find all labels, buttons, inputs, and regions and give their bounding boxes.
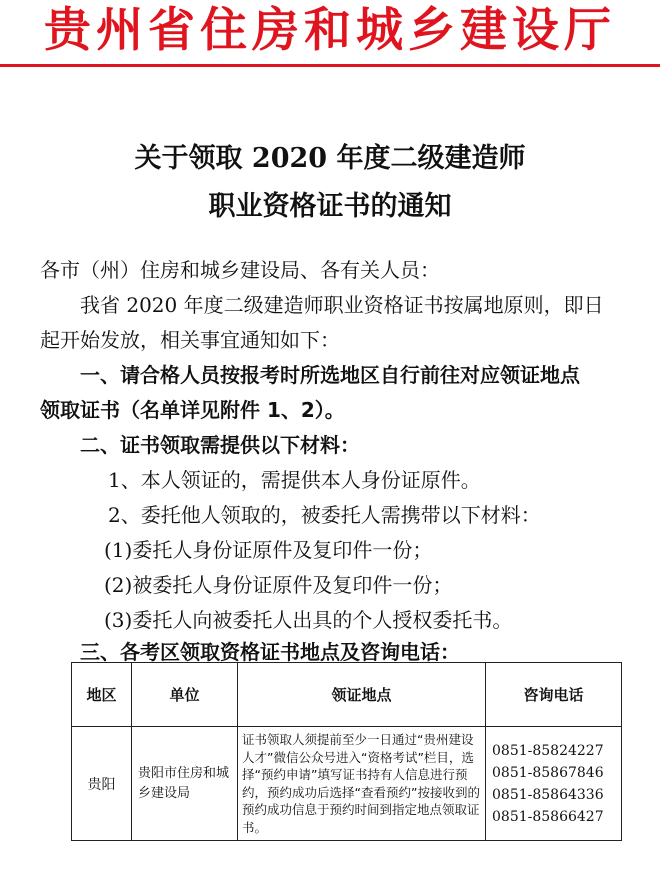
- section3-heading: 三、各考区领取资格证书地点及咨询电话：: [80, 640, 460, 664]
- header-region: 地区: [72, 663, 132, 727]
- phone-number: 0851-85867846: [492, 764, 604, 781]
- row-unit: 贵阳市住房和城乡建设局: [132, 727, 238, 841]
- header-location: 领证地点: [238, 663, 486, 727]
- header-unit: 单位: [132, 663, 238, 727]
- contact-table: [71, 662, 622, 841]
- section1-line2: 领取证书（名单详见附件 1、2）。: [40, 398, 345, 422]
- notice-title-line1: 关于领取 2020 年度二级建造师: [134, 143, 526, 174]
- phone-number: 0851-85864336: [492, 786, 604, 803]
- phone-number: 0851-85824227: [492, 742, 604, 759]
- row-region: 贵阳: [72, 727, 132, 841]
- section2-heading: 二、证书领取需提供以下材料：: [80, 433, 360, 457]
- agency-header: 贵州省住房和城乡建设厅: [44, 3, 616, 58]
- sub-item2: (2)被委托人身份证原件及复印件一份；: [104, 573, 453, 597]
- intro-line1: 我省 2020 年度二级建造师职业资格证书按属地原则，即日: [80, 293, 604, 317]
- item2: 2、委托他人领取的，被委托人需携带以下材料：: [108, 503, 541, 527]
- notice-title-line2: 职业资格证书的通知: [208, 191, 452, 222]
- header-phone: 咨询电话: [486, 663, 622, 727]
- row-phones: [486, 727, 622, 841]
- table-header-row: [72, 663, 622, 727]
- sub-item1: (1)委托人身份证原件及复印件一份；: [104, 538, 433, 562]
- phone-number: 0851-85866427: [492, 808, 604, 825]
- item1: 1、本人领证的，需提供本人身份证原件。: [108, 468, 481, 492]
- row-location: 证书领取人须提前至少一日通过“贵州建设人才”微信公众号进入“资格考试”栏目，选择“预约申请”填写证书持有人信息进行预约，预约成功后选择“查看预约”按接收到的预约成功信息于预约时间到指定地点领取证书。: [238, 727, 486, 841]
- sub-item3: (3)委托人向被委托人出具的个人授权委托书。: [104, 608, 513, 632]
- section1-line1: 一、请合格人员按报考时所选地区自行前往对应领证地点: [80, 363, 580, 387]
- intro-line2: 起开始发放，相关事宜通知如下：: [40, 328, 340, 352]
- header-divider: [0, 64, 660, 67]
- salutation: 各市（州）住房和城乡建设局、各有关人员：: [40, 258, 440, 282]
- table-row: [72, 727, 622, 841]
